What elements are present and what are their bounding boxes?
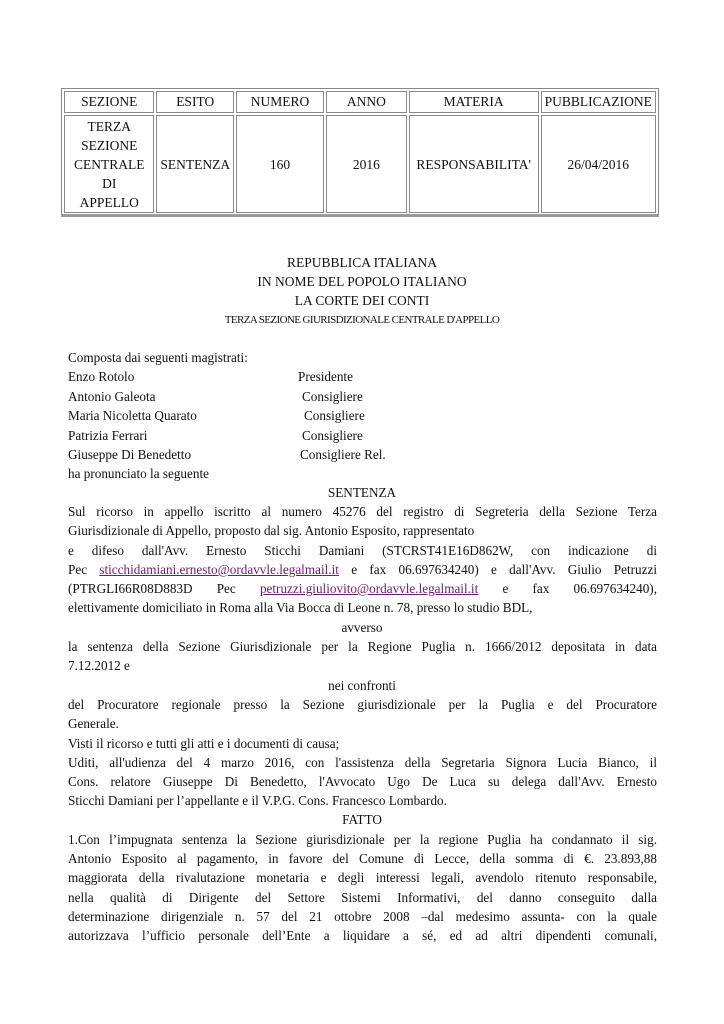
sentenza-title: SENTENZA: [327, 485, 397, 500]
col-sezione-header: SEZIONE: [64, 91, 154, 113]
sezione-line: APPELLO: [79, 194, 139, 210]
sezione-line: SEZIONE: [81, 137, 138, 153]
member-role: Consigliere: [302, 428, 363, 443]
member-name: Maria Nicoletta Quarato: [68, 408, 197, 423]
text-segment: e fax 06.697634240) e dall'Avv. Giulio Petruzzi: [338, 562, 657, 577]
body-line: Visti il ricorso e tutti gli atti e i documenti di causa;: [68, 736, 340, 751]
member-name: Patrizia Ferrari: [68, 428, 148, 443]
cell-pubblicazione: 26/04/2016: [541, 115, 656, 213]
heading-section: TERZA SEZIONE GIURISDIZIONALE CENTRALE D'APPELLO: [224, 314, 500, 326]
fatto-title: FATTO: [342, 812, 382, 827]
body-line: Antonio Esposito al pagamento, in favore del Comune di Lecce, della somma di €. 23.893,88: [68, 851, 657, 866]
body-line: Giurisdizionale di Appello, proposto dal sig. Antonio Esposito, rappresentato: [68, 523, 475, 538]
col-esito-header: ESITO: [156, 91, 234, 113]
body-line: la sentenza della Sezione Giurisdizionale per la Regione Puglia n. 1666/2012 depositata in data: [68, 639, 657, 654]
body-line: autorizzava l’ufficio personale dell’Ente a liquidare a sé, ed ad altri dipendenti comunali,: [68, 928, 657, 943]
body-line: Cons. relatore Giuseppe Di Benedetto, l'Avvocato Ugo De Luca su delega dall'Avv. Ernesto: [68, 774, 657, 789]
body-line: e difeso dall'Avv. Ernesto Sticchi Damiani (STCRST41E16D862W, con indicazione di: [68, 543, 657, 558]
body-line-pec: [68, 581, 657, 597]
body-line: elettivamente domiciliato in Roma alla Via Bocca di Leone n. 78, presso lo studio BDL,: [68, 600, 533, 615]
sentence-metadata-table: [61, 88, 659, 216]
body-line: Sticchi Damiani per l’appellante e il V.P.G. Cons. Francesco Lombardo.: [68, 793, 447, 808]
heading-people: IN NOME DEL POPOLO ITALIANO: [257, 274, 467, 289]
pec-petruzzi-link[interactable]: petruzzi.giuliovito@ordavvle.legalmail.it: [259, 581, 479, 596]
table-header-row: [64, 91, 656, 113]
heading-republic: REPUBBLICA ITALIANA: [286, 255, 438, 270]
body-line: 7.12.2012 e: [68, 658, 130, 673]
table-row: [64, 115, 656, 213]
nei-confronti-label: nei confronti: [328, 678, 396, 693]
member-role: Consigliere: [304, 408, 365, 423]
body-line: del Procuratore regionale presso la Sezione giurisdizionale per la Puglia e del Procuratore: [68, 697, 657, 712]
body-line: Uditi, all'udienza del 4 marzo 2016, con l'assistenza della Segretaria Signora Lucia Bianco, il: [68, 755, 657, 770]
text-segment: Pec: [68, 562, 100, 577]
pec-sticchi-link[interactable]: sticchidamiani.ernesto@ordavvle.legalmail.it: [99, 562, 339, 577]
member-name: Giuseppe Di Benedetto: [68, 447, 192, 462]
member-name: Enzo Rotolo: [68, 369, 135, 384]
body-line: maggiorata della rivalutazione monetaria e degli interessi legali, avendolo ritenuto responsabile,: [68, 870, 657, 885]
member-role: Consigliere Rel.: [300, 447, 386, 462]
body-line: Generale.: [68, 716, 119, 731]
col-materia-header: MATERIA: [409, 91, 539, 113]
text-segment: (PTRGLI66R08D883D Pec: [68, 581, 260, 596]
cell-materia: RESPONSABILITA': [409, 115, 539, 213]
cell-esito: SENTENZA: [156, 115, 234, 213]
body-line: Sul ricorso in appello iscritto al numero 45276 del registro di Segreteria della Sezione Terza: [68, 504, 657, 519]
cell-anno: 2016: [326, 115, 407, 213]
body-line-pec: [68, 562, 657, 578]
sezione-line: DI: [102, 175, 117, 191]
text-segment: e fax 06.697634240),: [478, 581, 657, 596]
body-line: determinazione dirigenziale n. 57 del 21 ottobre 2008 –dal medesimo assunta- con la quale: [68, 909, 657, 924]
avverso-label: avverso: [341, 620, 383, 635]
cell-numero: 160: [236, 115, 324, 213]
composition-intro: Composta dai seguenti magistrati:: [68, 350, 248, 365]
member-name: Antonio Galeota: [68, 389, 156, 404]
heading-court: LA CORTE DEI CONTI: [294, 293, 430, 308]
sezione-line: TERZA: [87, 118, 131, 134]
col-pubblicazione-header: PUBBLICAZIONE: [541, 91, 656, 113]
table-bottom-rule: [61, 214, 659, 217]
member-role: Presidente: [298, 369, 353, 384]
body-line: 1.Con l’impugnata sentenza la Sezione giurisdizionale per la regione Puglia ha condannato il sig.: [68, 832, 657, 847]
col-numero-header: NUMERO: [236, 91, 324, 113]
member-role: Consigliere: [302, 389, 363, 404]
sezione-line: CENTRALE: [73, 156, 145, 172]
col-anno-header: ANNO: [326, 91, 407, 113]
cell-sezione: [64, 115, 154, 213]
body-line: nella qualità di Dirigente del Settore Sistemi Informativi, del danno conseguito dalla: [68, 890, 657, 905]
composition-closing: ha pronunciato la seguente: [68, 466, 209, 481]
